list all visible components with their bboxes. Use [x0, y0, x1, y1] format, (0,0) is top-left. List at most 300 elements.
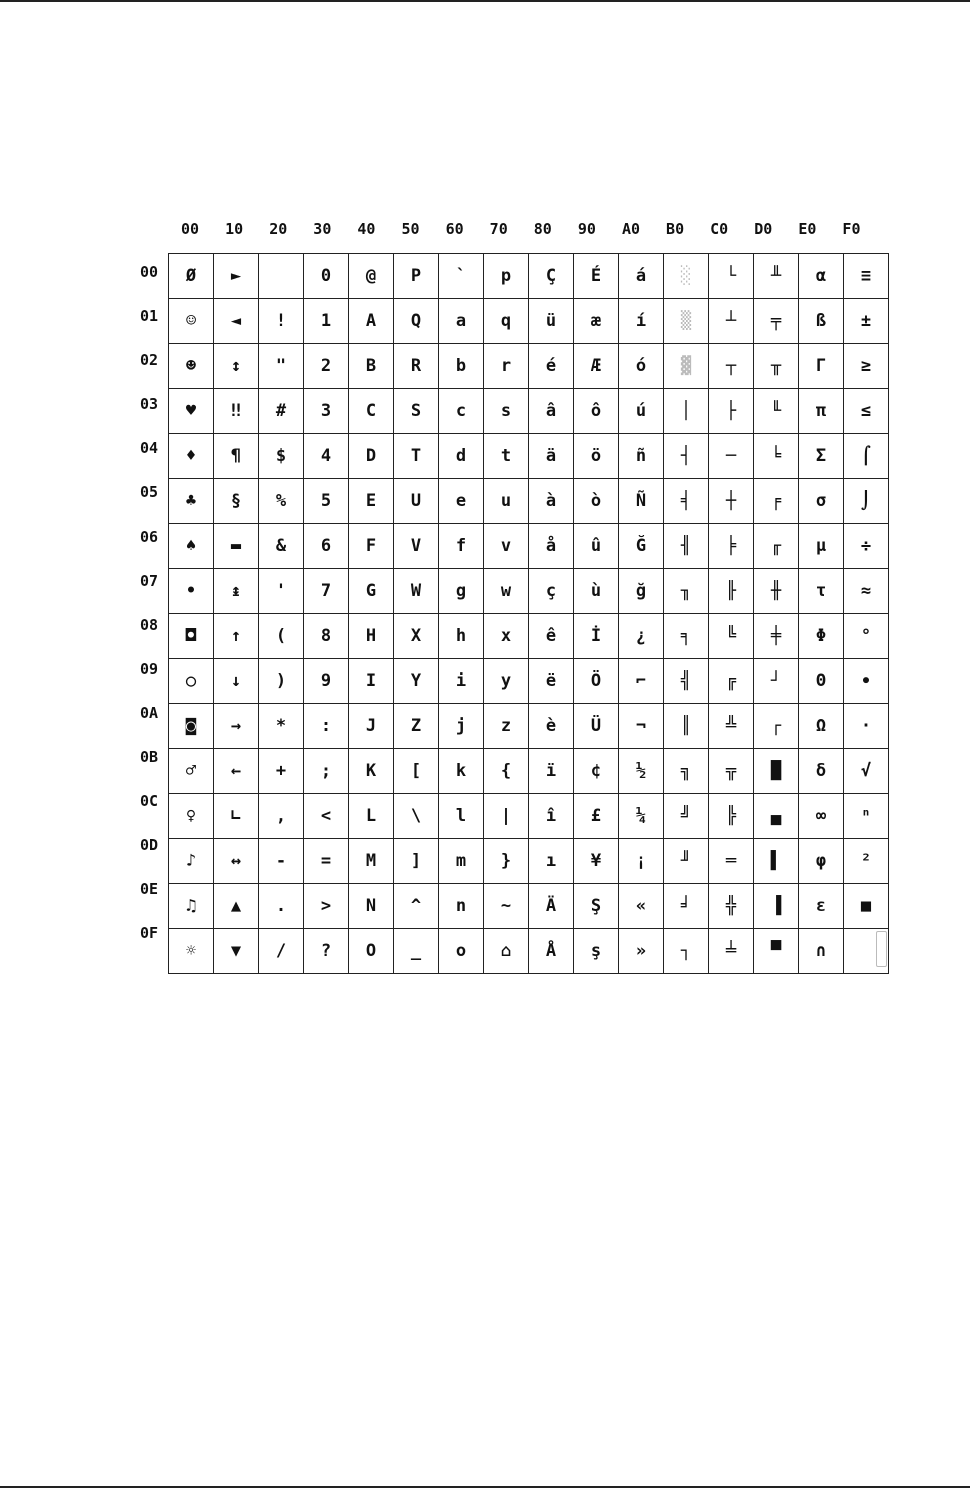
character-cell: " — [259, 344, 304, 389]
character-cell: ¿ — [619, 614, 664, 659]
character-cell: v — [484, 524, 529, 569]
character-cell: ! — [259, 299, 304, 344]
character-cell: $ — [259, 434, 304, 479]
row-header: 09 — [140, 659, 159, 678]
character-cell: ğ — [619, 569, 664, 614]
character-cell: } — [484, 839, 529, 884]
character-cell: A — [349, 299, 394, 344]
character-cell: ╓ — [754, 524, 799, 569]
character-cell: ╚ — [709, 614, 754, 659]
character-cell: ♂ — [169, 749, 214, 794]
character-cell: Ç — [529, 254, 574, 299]
character-cell: s — [484, 389, 529, 434]
character-cell: > — [304, 884, 349, 929]
column-header: 50 — [401, 220, 420, 238]
character-cell: 9 — [304, 659, 349, 704]
character-cell: ╥ — [754, 344, 799, 389]
character-cell: ┘ — [754, 659, 799, 704]
character-cell: ¥ — [574, 839, 619, 884]
character-cell: ♥ — [169, 389, 214, 434]
character-cell: « — [619, 884, 664, 929]
character-cell: x — [484, 614, 529, 659]
row-header: 0E — [140, 880, 159, 899]
character-cell: f — [439, 524, 484, 569]
character-cell: ⁿ — [844, 794, 889, 839]
column-header: 60 — [445, 220, 464, 238]
character-cell: ╔ — [709, 659, 754, 704]
character-cell: π — [799, 389, 844, 434]
character-cell: 2 — [304, 344, 349, 389]
character-cell: ô — [574, 389, 619, 434]
character-cell: 3 — [304, 389, 349, 434]
character-cell: Φ — [799, 614, 844, 659]
character-cell: c — [439, 389, 484, 434]
table-row — [169, 434, 889, 479]
character-cell: a — [439, 299, 484, 344]
character-cell: ² — [844, 839, 889, 884]
character-cell: ╗ — [664, 749, 709, 794]
bottom-rule — [0, 1486, 970, 1488]
character-cell: é — [529, 344, 574, 389]
character-cell: ╢ — [664, 524, 709, 569]
character-cell: · — [844, 704, 889, 749]
character-cell: [ — [394, 749, 439, 794]
character-cell: ⌐ — [619, 659, 664, 704]
character-cell: P — [394, 254, 439, 299]
character-cell: ı — [529, 839, 574, 884]
character-cell: k — [439, 749, 484, 794]
character-cell: ◘ — [169, 614, 214, 659]
character-cell: + — [259, 749, 304, 794]
character-cell: L — [349, 794, 394, 839]
character-cell: √ — [844, 749, 889, 794]
column-header: 70 — [489, 220, 508, 238]
character-cell — [259, 254, 304, 299]
character-cell: Ä — [529, 884, 574, 929]
table-row — [169, 614, 889, 659]
character-cell: ^ — [394, 884, 439, 929]
character-cell: ╡ — [664, 479, 709, 524]
character-cell: ╜ — [664, 839, 709, 884]
row-header-column — [140, 253, 168, 959]
row-header: 0C — [140, 792, 159, 811]
row-header: 0D — [140, 836, 159, 855]
character-cell: Ş — [574, 884, 619, 929]
character-cell: ╒ — [754, 479, 799, 524]
character-cell: σ — [799, 479, 844, 524]
character-cell: # — [259, 389, 304, 434]
character-cell: ± — [844, 299, 889, 344]
character-cell: Ü — [574, 704, 619, 749]
character-cell: o — [439, 929, 484, 974]
character-cell: 1 — [304, 299, 349, 344]
character-cell: ¢ — [574, 749, 619, 794]
character-cell: ε — [799, 884, 844, 929]
column-header: 30 — [313, 220, 332, 238]
row-header: 07 — [140, 571, 159, 590]
row-header: 0B — [140, 748, 159, 767]
character-cell: t — [484, 434, 529, 479]
column-header: 80 — [533, 220, 552, 238]
column-header: 40 — [357, 220, 376, 238]
character-cell: ¶ — [214, 434, 259, 479]
character-cell: ¬ — [619, 704, 664, 749]
character-cell: ò — [574, 479, 619, 524]
character-cell: ○ — [169, 659, 214, 704]
row-header: 05 — [140, 483, 159, 502]
character-cell: ↔ — [214, 839, 259, 884]
table-row — [169, 794, 889, 839]
character-cell: 7 — [304, 569, 349, 614]
character-cell: │ — [664, 389, 709, 434]
character-cell: ▀ — [754, 929, 799, 974]
table-row — [169, 749, 889, 794]
column-header: A0 — [621, 220, 641, 238]
character-cell: * — [259, 704, 304, 749]
character-cell: ; — [304, 749, 349, 794]
character-cell: I — [349, 659, 394, 704]
character-cell: e — [439, 479, 484, 524]
character-cell: ♣ — [169, 479, 214, 524]
character-cell: 8 — [304, 614, 349, 659]
character-cell: Y — [394, 659, 439, 704]
character-cell: R — [394, 344, 439, 389]
character-cell: ÷ — [844, 524, 889, 569]
character-cell: ║ — [664, 704, 709, 749]
character-cell: G — [349, 569, 394, 614]
character-cell: ♫ — [169, 884, 214, 929]
character-cell: q — [484, 299, 529, 344]
table-row — [169, 389, 889, 434]
character-cell: ▄ — [754, 794, 799, 839]
character-cell: Å — [529, 929, 574, 974]
character-cell: < — [304, 794, 349, 839]
character-cell: • — [169, 569, 214, 614]
character-cell: ] — [394, 839, 439, 884]
row-header: 0A — [140, 703, 159, 722]
character-cell: µ — [799, 524, 844, 569]
character-cell: ■ — [844, 884, 889, 929]
character-cell: ë — [529, 659, 574, 704]
character-cell: â — [529, 389, 574, 434]
character-cell: ╨ — [754, 254, 799, 299]
character-cell: ┐ — [664, 929, 709, 974]
character-cell: ← — [214, 749, 259, 794]
character-cell: å — [529, 524, 574, 569]
character-cell: ▬ — [214, 524, 259, 569]
character-cell: Ö — [574, 659, 619, 704]
character-cell: Σ — [799, 434, 844, 479]
character-cell: U — [394, 479, 439, 524]
character-cell: ş — [574, 929, 619, 974]
character-cell: ╟ — [709, 569, 754, 614]
character-cell: w — [484, 569, 529, 614]
character-cell: ╛ — [664, 884, 709, 929]
character-cell: d — [439, 434, 484, 479]
character-cell: . — [259, 884, 304, 929]
character-cell: b — [439, 344, 484, 389]
character-cell: ä — [529, 434, 574, 479]
character-cell: ╘ — [754, 434, 799, 479]
character-cell: ù — [574, 569, 619, 614]
character-cell: K — [349, 749, 394, 794]
table-row — [169, 569, 889, 614]
row-header: 02 — [140, 351, 159, 370]
character-cell: ï — [529, 749, 574, 794]
character-cell: ∙ — [844, 659, 889, 704]
character-cell: ▼ — [214, 929, 259, 974]
character-cell: ¡ — [619, 839, 664, 884]
character-cell: ╣ — [664, 659, 709, 704]
character-cell: O — [349, 929, 394, 974]
character-cell: ┼ — [709, 479, 754, 524]
character-cell: ◙ — [169, 704, 214, 749]
character-cell: ─ — [709, 434, 754, 479]
character-cell: u — [484, 479, 529, 524]
character-cell: H — [349, 614, 394, 659]
character-cell: £ — [574, 794, 619, 839]
character-cell: M — [349, 839, 394, 884]
character-cell: ═ — [709, 839, 754, 884]
character-cell: = — [304, 839, 349, 884]
row-header: 03 — [140, 395, 159, 414]
character-cell: ∩ — [799, 929, 844, 974]
character-cell: Ñ — [619, 479, 664, 524]
character-cell: ≡ — [844, 254, 889, 299]
character-cell: ☺ — [169, 299, 214, 344]
column-header: F0 — [842, 220, 861, 238]
character-cell: ê — [529, 614, 574, 659]
character-cell: ░ — [664, 254, 709, 299]
character-cell: n — [439, 884, 484, 929]
row-header: 00 — [140, 263, 159, 281]
character-cell: ▌ — [754, 839, 799, 884]
character-cell: ∞ — [799, 794, 844, 839]
character-cell: ↓ — [214, 659, 259, 704]
character-cell: Γ — [799, 344, 844, 389]
character-cell: : — [304, 704, 349, 749]
character-cell: i — [439, 659, 484, 704]
character-cell: ☻ — [169, 344, 214, 389]
row-header: 04 — [140, 439, 159, 458]
character-cell: φ — [799, 839, 844, 884]
table-row — [169, 659, 889, 704]
character-cell: ╧ — [709, 929, 754, 974]
character-cell: Z — [394, 704, 439, 749]
character-cell: Æ — [574, 344, 619, 389]
character-cell: V — [394, 524, 439, 569]
character-cell: æ — [574, 299, 619, 344]
character-cell: ▓ — [664, 344, 709, 389]
character-cell: ╤ — [754, 299, 799, 344]
character-cell: & — [259, 524, 304, 569]
character-cell: ╩ — [709, 704, 754, 749]
character-cell: ç — [529, 569, 574, 614]
character-cell: C — [349, 389, 394, 434]
character-cell: ┬ — [709, 344, 754, 389]
character-cell: ? — [304, 929, 349, 974]
character-cell: / — [259, 929, 304, 974]
column-header: C0 — [710, 220, 729, 238]
character-cell: ~ — [484, 884, 529, 929]
character-cell: ┌ — [754, 704, 799, 749]
character-cell: í — [619, 299, 664, 344]
character-cell: ü — [529, 299, 574, 344]
table-row — [169, 254, 889, 299]
character-cell: z — [484, 704, 529, 749]
character-cell: » — [619, 929, 664, 974]
character-cell: ╪ — [754, 614, 799, 659]
character-cell: § — [214, 479, 259, 524]
character-cell: δ — [799, 749, 844, 794]
character-cell: ⌠ — [844, 434, 889, 479]
character-cell: ó — [619, 344, 664, 389]
character-cell: ' — [259, 569, 304, 614]
column-header: E0 — [798, 220, 817, 238]
character-cell: F — [349, 524, 394, 569]
character-cell: τ — [799, 569, 844, 614]
character-cell: T — [394, 434, 439, 479]
character-cell: ⌡ — [844, 479, 889, 524]
table-row — [169, 479, 889, 524]
character-cell: ½ — [619, 749, 664, 794]
character-cell: ▐ — [754, 884, 799, 929]
column-header: 20 — [269, 220, 288, 238]
table-row — [169, 299, 889, 344]
top-rule — [0, 0, 970, 2]
character-cell: ◄ — [214, 299, 259, 344]
table-row — [169, 344, 889, 389]
character-cell: ╖ — [664, 569, 709, 614]
character-cell: - — [259, 839, 304, 884]
character-cell: └ — [709, 254, 754, 299]
character-cell: ú — [619, 389, 664, 434]
character-cell: D — [349, 434, 394, 479]
column-header: 90 — [577, 220, 596, 238]
character-cell: ╠ — [709, 794, 754, 839]
character-cell: ▒ — [664, 299, 709, 344]
character-cell: 5 — [304, 479, 349, 524]
character-cell: ♠ — [169, 524, 214, 569]
row-header: 08 — [140, 615, 159, 634]
character-cell: ≤ — [844, 389, 889, 434]
character-cell: ╬ — [709, 884, 754, 929]
character-cell: Ω — [799, 704, 844, 749]
character-cell: J — [349, 704, 394, 749]
character-cell: ♀ — [169, 794, 214, 839]
character-cell: ° — [844, 614, 889, 659]
character-cell: ` — [439, 254, 484, 299]
character-cell: ▲ — [214, 884, 259, 929]
character-cell: ☼ — [169, 929, 214, 974]
character-cell: û — [574, 524, 619, 569]
character-cell: l — [439, 794, 484, 839]
character-cell: \ — [394, 794, 439, 839]
character-cell: ñ — [619, 434, 664, 479]
row-header: 06 — [140, 527, 159, 546]
character-cell: Ğ — [619, 524, 664, 569]
character-code-table — [168, 253, 889, 974]
character-cell: p — [484, 254, 529, 299]
character-cell: ö — [574, 434, 619, 479]
character-cell: 0 — [304, 254, 349, 299]
table-row — [169, 884, 889, 929]
column-header: 10 — [225, 220, 244, 238]
table-row — [169, 704, 889, 749]
character-cell: ╞ — [709, 524, 754, 569]
character-cell: X — [394, 614, 439, 659]
character-cell: ) — [259, 659, 304, 704]
character-cell: ╙ — [754, 389, 799, 434]
character-cell: ╦ — [709, 749, 754, 794]
character-cell: à — [529, 479, 574, 524]
character-cell: ≥ — [844, 344, 889, 389]
character-cell: h — [439, 614, 484, 659]
character-cell: g — [439, 569, 484, 614]
row-header: 01 — [140, 307, 159, 326]
character-cell: ╝ — [664, 794, 709, 839]
character-cell: j — [439, 704, 484, 749]
character-cell: y — [484, 659, 529, 704]
column-header-row — [168, 220, 874, 242]
character-cell: è — [529, 704, 574, 749]
character-cell: { — [484, 749, 529, 794]
character-cell: _ — [394, 929, 439, 974]
character-cell: ├ — [709, 389, 754, 434]
character-cell: W — [394, 569, 439, 614]
character-cell: α — [799, 254, 844, 299]
character-cell: ß — [799, 299, 844, 344]
character-cell: î — [529, 794, 574, 839]
character-cell: ≈ — [844, 569, 889, 614]
character-cell: B — [349, 344, 394, 389]
character-cell: █ — [754, 749, 799, 794]
character-cell: , — [259, 794, 304, 839]
table-row — [169, 839, 889, 884]
character-cell: ‼ — [214, 389, 259, 434]
character-cell: m — [439, 839, 484, 884]
page-edge-mark — [876, 931, 887, 967]
character-cell: ♪ — [169, 839, 214, 884]
character-cell: % — [259, 479, 304, 524]
character-cell: İ — [574, 614, 619, 659]
table-row — [169, 524, 889, 569]
character-cell: ↨ — [214, 569, 259, 614]
character-cell: ¼ — [619, 794, 664, 839]
column-header: 00 — [181, 220, 200, 238]
table-row — [169, 929, 889, 974]
character-cell: ( — [259, 614, 304, 659]
character-cell: S — [394, 389, 439, 434]
character-cell: E — [349, 479, 394, 524]
character-cell: ╫ — [754, 569, 799, 614]
character-cell: Ø — [169, 254, 214, 299]
character-cell: ⌂ — [484, 929, 529, 974]
character-cell: Q — [394, 299, 439, 344]
character-cell: á — [619, 254, 664, 299]
character-cell: 6 — [304, 524, 349, 569]
character-cell: ┴ — [709, 299, 754, 344]
character-cell: ┤ — [664, 434, 709, 479]
character-cell: É — [574, 254, 619, 299]
character-cell: N — [349, 884, 394, 929]
character-cell: ↑ — [214, 614, 259, 659]
character-cell: ► — [214, 254, 259, 299]
character-cell: ♦ — [169, 434, 214, 479]
character-cell: ↕ — [214, 344, 259, 389]
column-header: B0 — [666, 220, 685, 238]
column-header: D0 — [754, 220, 773, 238]
